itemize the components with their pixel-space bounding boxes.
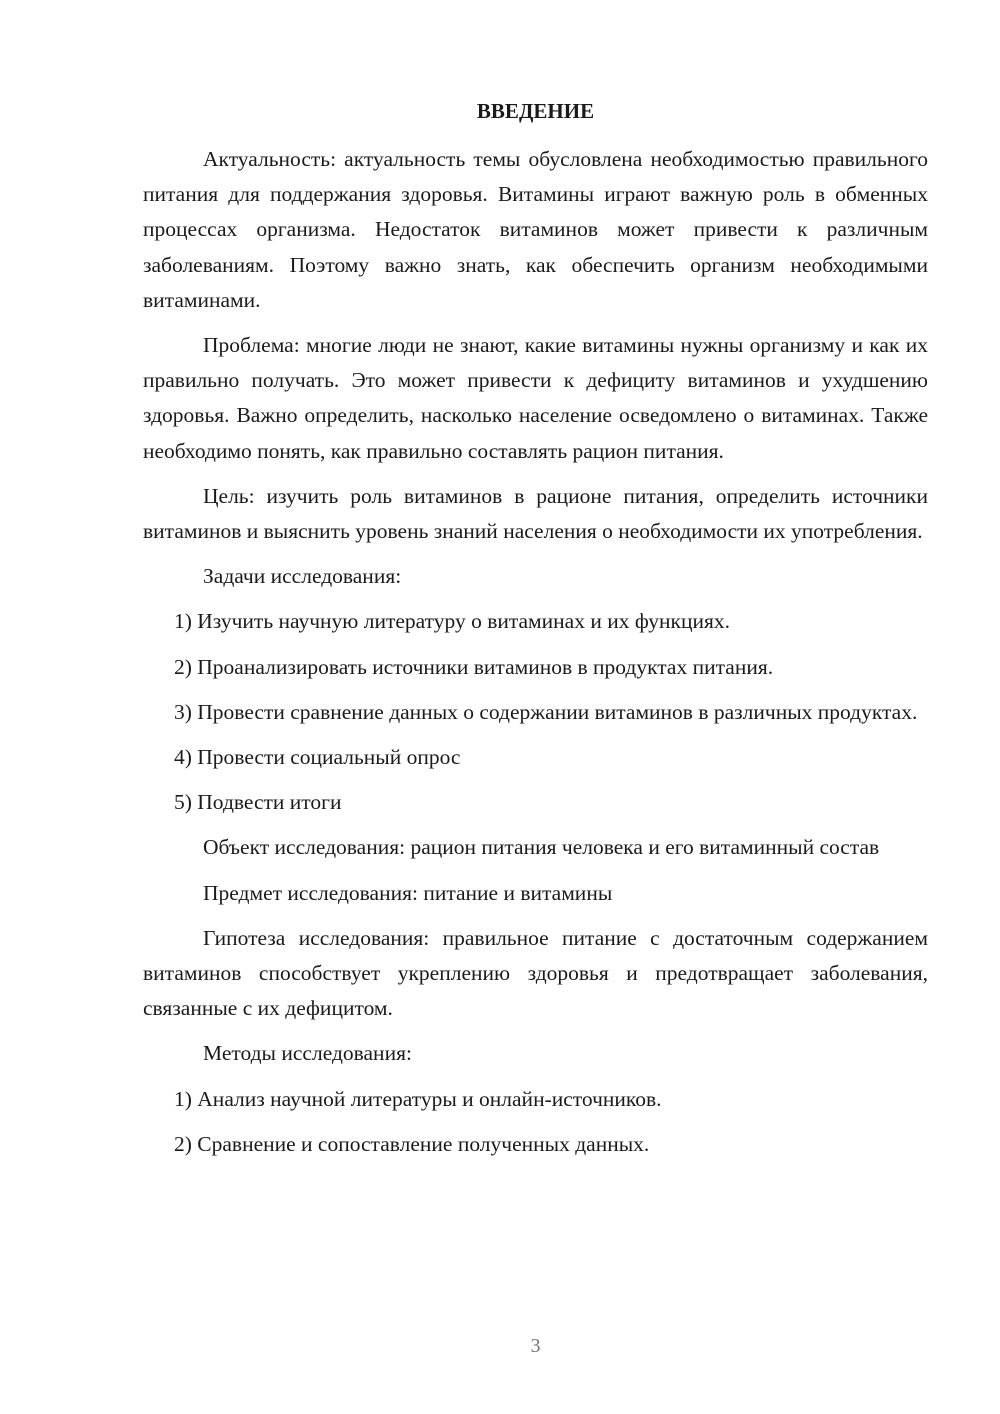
paragraph-subject: Предмет исследования: питание и витамины [203,880,613,905]
page-title: ВВЕДЕНИЕ [476,99,595,123]
list-item-method-2: 2) Сравнение и сопоставление полученных данных. [174,1131,650,1156]
paragraph-relevance: Актуальность: актуальность темы обусловлена необходимостью правильного питания для поддержания здоровья. Витамины играют важную роль в обменных процессах организма. Недостаток витаминов может привести к различным заболеваниям. Поэтому важно знать, как обеспечить организм необходимыми витаминами. [143,147,928,312]
paragraph-methods-heading: Методы исследования: [203,1041,412,1066]
list-item-task-4: 4) Провести социальный опрос [174,745,461,770]
paragraph-object: Объект исследования: рацион питания человека и его витаминный состав [203,835,880,860]
list-item-task-5: 5) Подвести итоги [174,790,342,815]
paragraph-goal: Цель: изучить роль витаминов в рационе питания, определить источники витаминов и выяснить уровень знаний населения о необходимости их употребления. [143,483,928,544]
page-number: 3 [530,1335,541,1357]
list-item-task-1: 1) Изучить научную литературу о витаминах и их функциях. [174,609,730,634]
paragraph-problem: Проблема: многие люди не знают, какие витамины нужны организму и как их правильно получать. Это может привести к дефициту витаминов и ухудшению здоровья. Важно определить, насколько население осведомлено о витаминах. Также необходимо понять, как правильно составлять рацион питания. [143,333,928,463]
list-item-task-3: 3) Провести сравнение данных о содержании витаминов в различных продуктах. [174,699,918,724]
list-item-task-2: 2) Проанализировать источники витаминов в продуктах питания. [174,654,774,679]
paragraph-hypothesis: Гипотеза исследования: правильное питание с достаточным содержанием витаминов способствует укреплению здоровья и предотвращает заболевания, связанные с их дефицитом. [143,925,928,1021]
paragraph-tasks-heading: Задачи исследования: [203,564,402,589]
document-page [143,0,928,1414]
document-body [143,142,928,1162]
list-item-method-1: 1) Анализ научной литературы и онлайн-источников. [174,1086,662,1111]
